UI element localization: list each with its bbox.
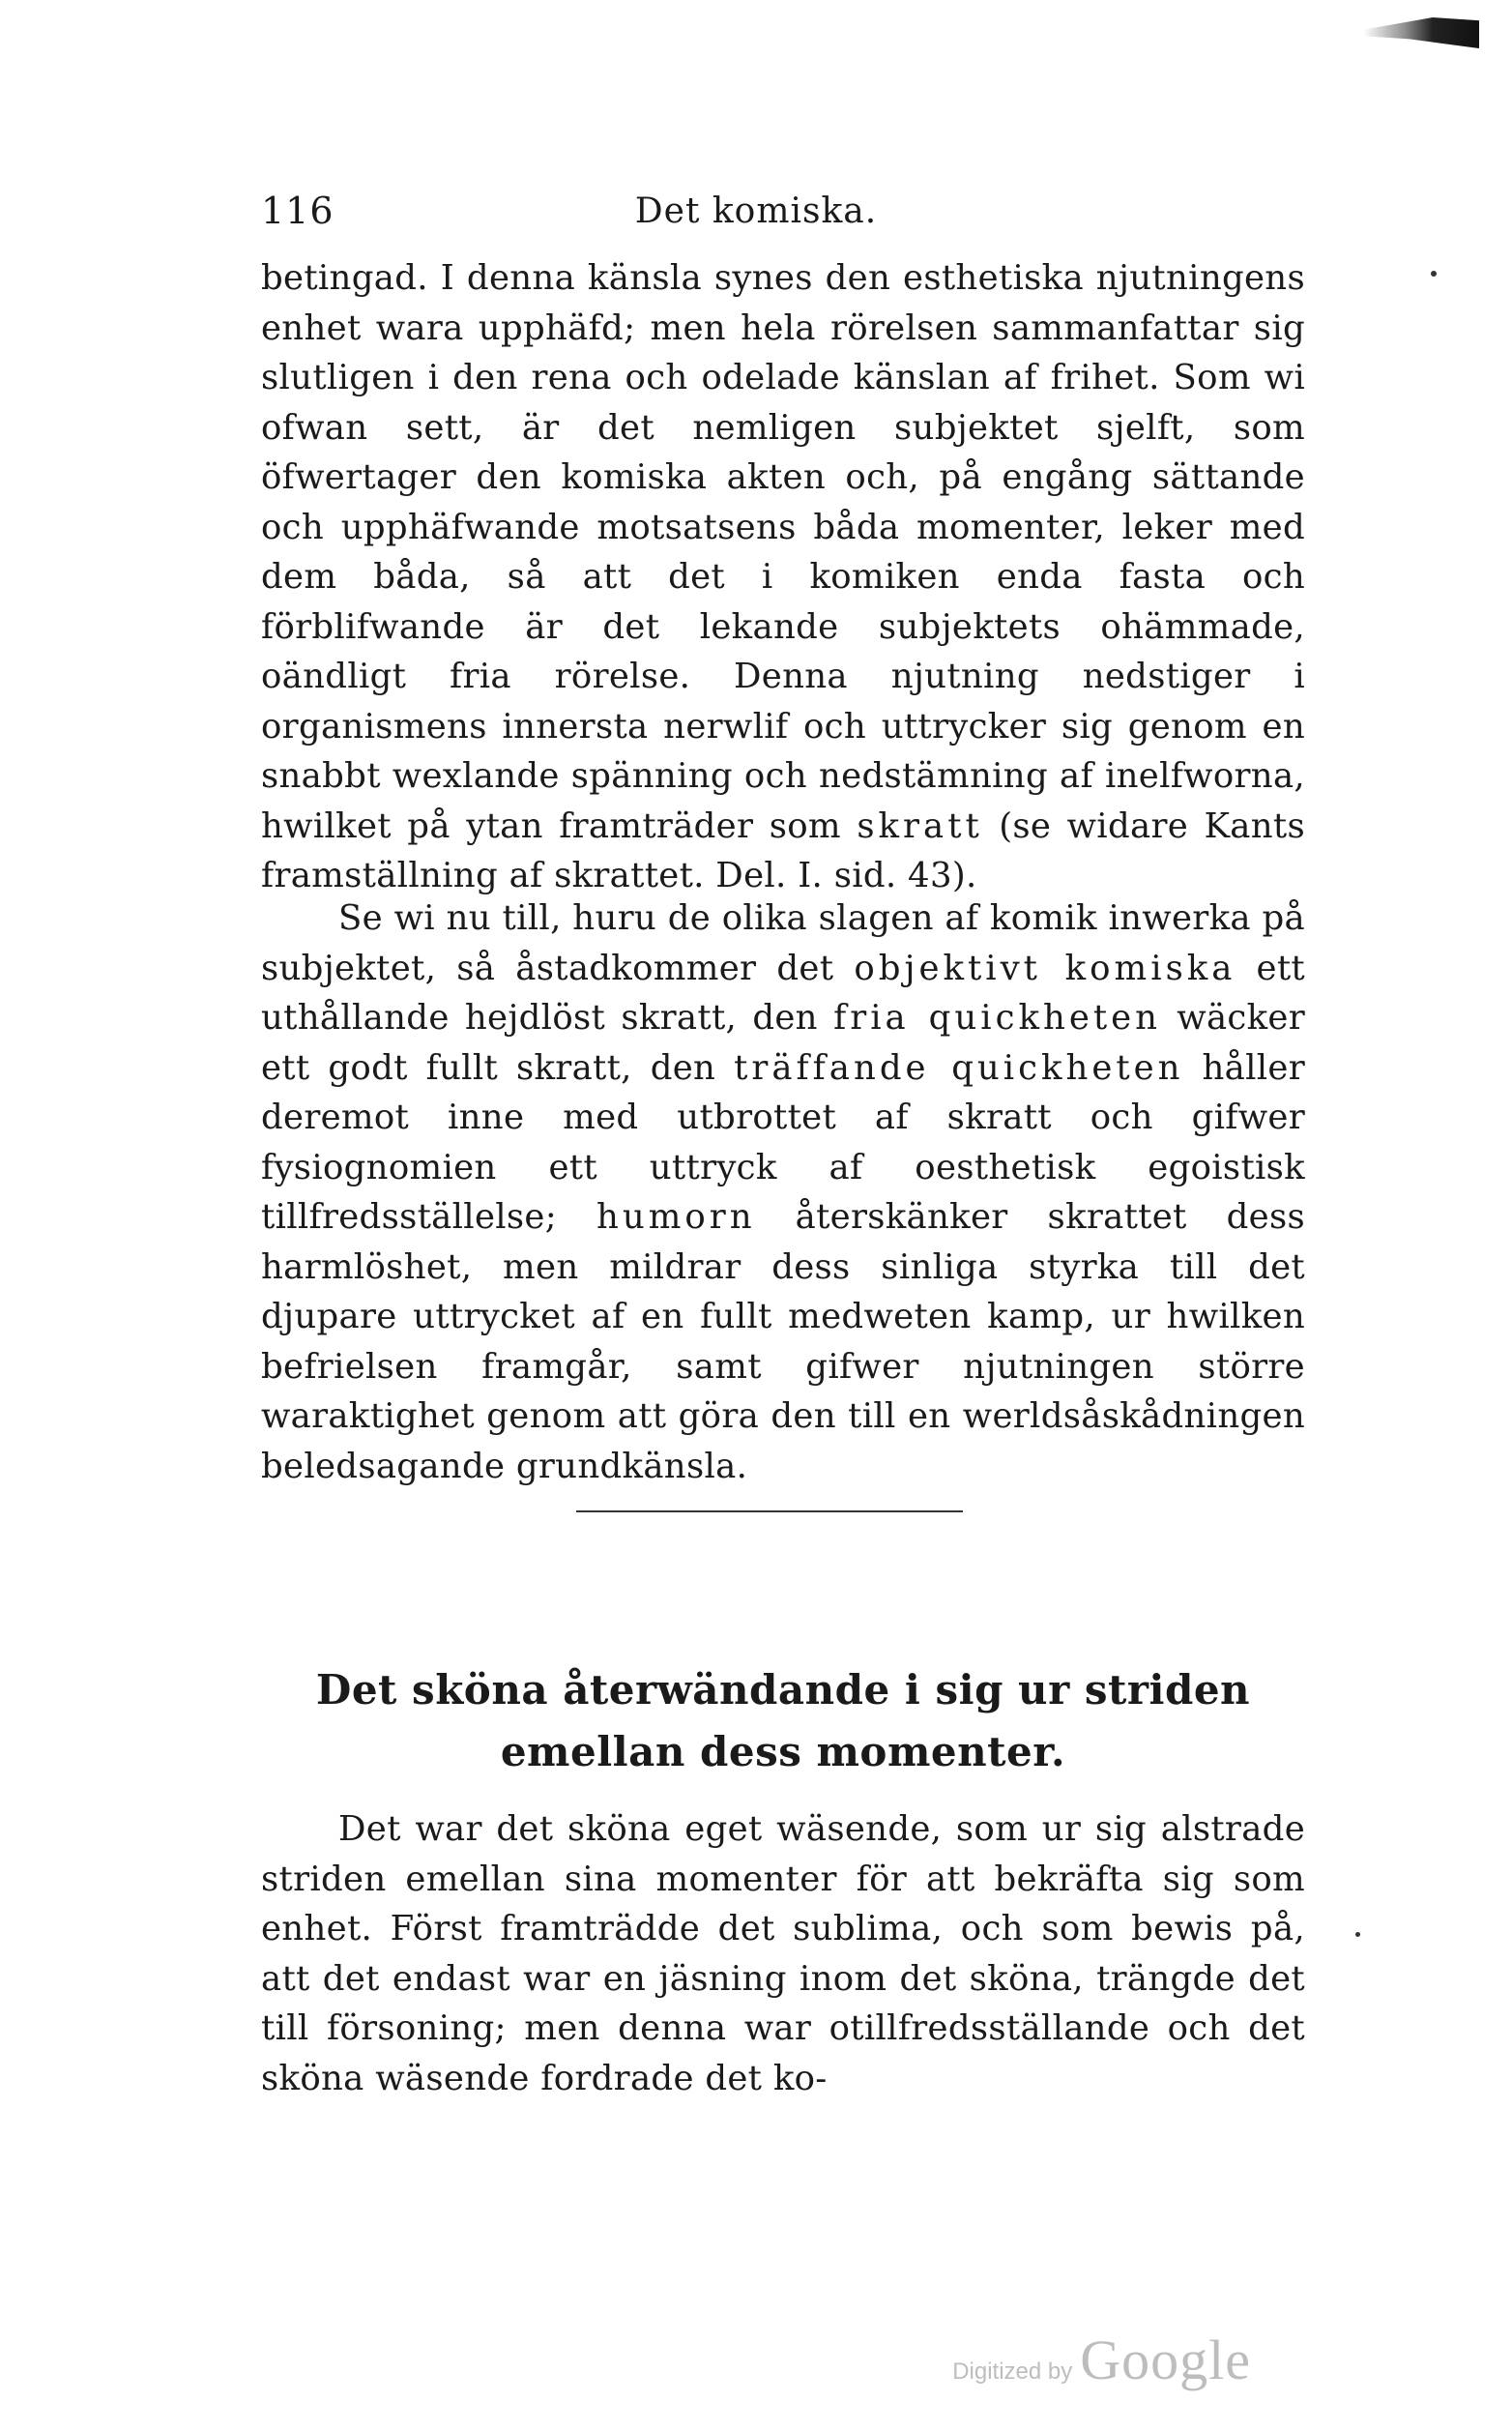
section-paragraph-text: Det war det sköna eget wäsende, som ur sig alstrade striden emellan sina momenter för att bekräfta sig som enhet. Först framträdde det sublima, och som bewis på, att det endast war en jäsning inom det sköna, trängde det till försoning; men denna war otillfredsställande och det sköna wäsende fordrade det ko-: [261, 1809, 1305, 2098]
paragraph-1-tail: (se widare Kants framställning af skrattet. Del. I. sid. 43).: [261, 805, 1305, 895]
paragraph-2-part-5: återskänker skrattet dess harmlöshet, men mildrar dess sinliga styrka till det djupare uttrycket af en fullt medweten kamp, ur hwilken befrielsen framgår, samt gifwer njutningen större waraktighet genom att göra den till en werldsåskådningen beledsagande grundkänsla.: [261, 1197, 1305, 1486]
google-watermark: [952, 2328, 1251, 2392]
page-number: 116: [261, 190, 334, 232]
digitized-by-label: Digitized by: [952, 2358, 1073, 2385]
emphasis-skratt: skratt: [857, 805, 983, 846]
paragraph-2-part-4: håller deremot inne med utbrottet af skratt och gifwer fysiognomien ett uttryck af oesthetisk egoistisk tillfredsställelse;: [261, 1047, 1305, 1237]
emphasis-humorn: humorn: [596, 1197, 756, 1237]
scan-speck: [1431, 271, 1437, 277]
section-divider: [576, 1510, 963, 1512]
emphasis-objektivt-komiska: objektivt komiska: [854, 948, 1236, 988]
paragraph-1: [261, 253, 1305, 901]
section-paragraph: [261, 1804, 1305, 2103]
google-logo: Google: [1080, 2328, 1251, 2391]
paragraph-2-part-1: Se wi nu till, huru de olika slagen af komik inwerka på subjektet, så åstadkommer det: [261, 898, 1305, 988]
paragraph-2-part-2: ett uthållande hejdlöst skratt, den: [261, 948, 1305, 1038]
section-heading: Det sköna återwändande i sig ur striden emellan dess momenter.: [315, 1666, 1251, 1775]
scan-corner-mark: [1363, 17, 1479, 48]
paragraph-1-text: betingad. I denna känsla synes den esthetiska njutningens enhet wara upphäfd; men hela rörelsen sammanfattar sig slutligen i den rena och odelade känslan af frihet. Som wi ofwan sett, är det nemligen subjektet sjelft, som öfwertager den komiska akten och, på engång sättande och upphäfwande motsatsens båda momenter, leker med dem båda, så att det i komiken enda fasta och förblifwande är det lekande subjektets ohämmade, oändligt fria rörelse. Denna njutning nedstiger i organismens innersta nerwlif och uttrycker sig genom en snabbt wexlande spänning och nedstämning af inelfworna, hwilket på ytan framträder som: [261, 258, 1305, 846]
emphasis-fria-quickheten: fria quickheten: [833, 998, 1162, 1038]
paragraph-2: [261, 893, 1305, 1491]
scan-speck: [1355, 1932, 1360, 1937]
running-title: Det komiska.: [634, 191, 878, 231]
emphasis-traffande-quickheten: träffande quickheten: [734, 1047, 1184, 1088]
paragraph-2-part-3: wäcker ett godt fullt skratt, den: [261, 998, 1305, 1088]
